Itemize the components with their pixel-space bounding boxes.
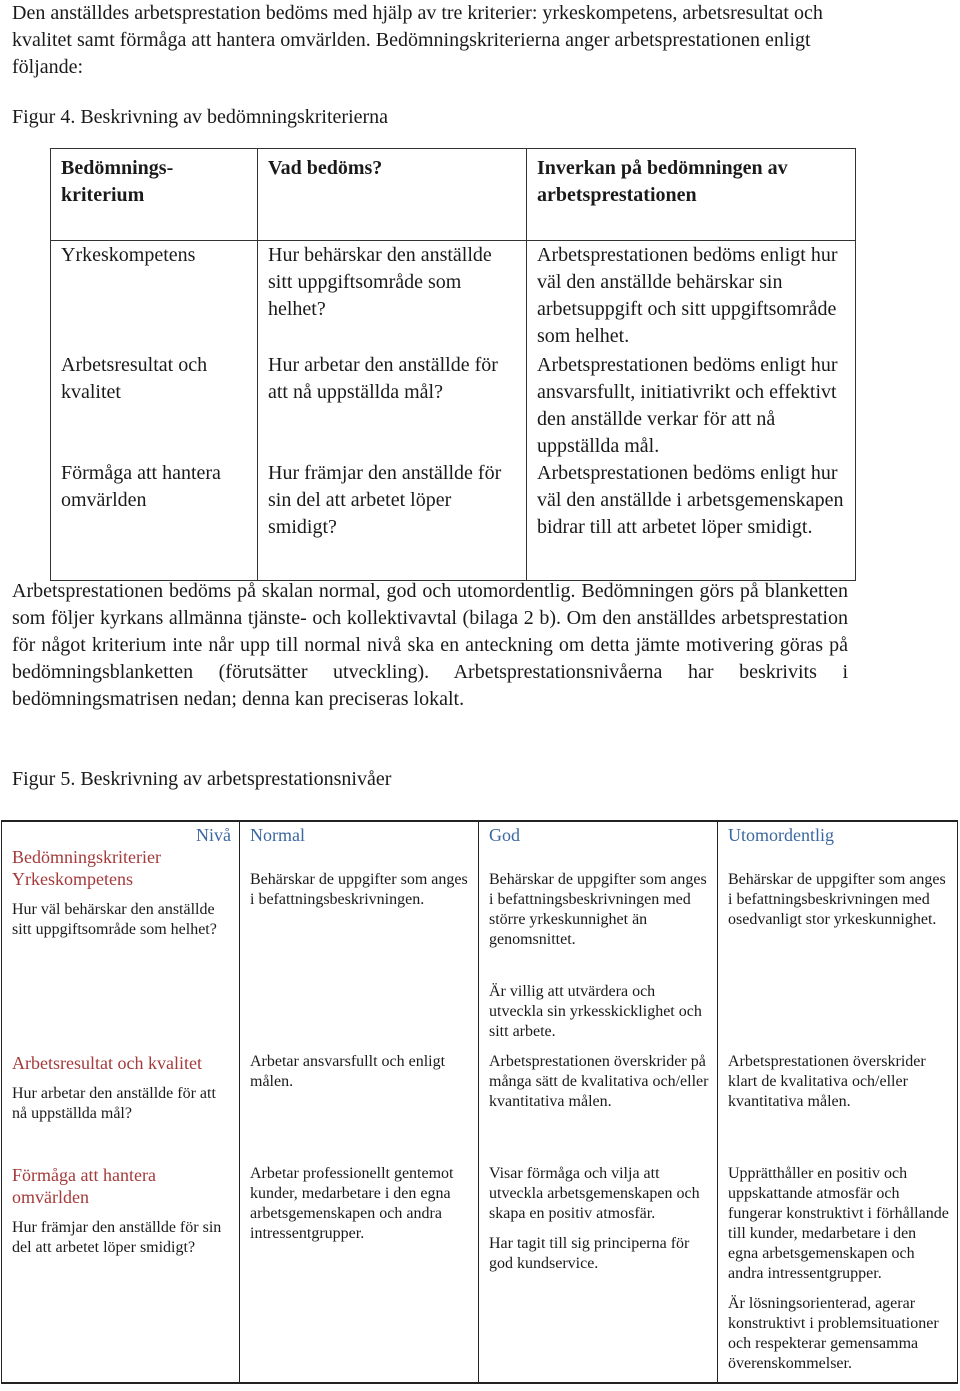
- table-row: [51, 352, 856, 460]
- criteria-corner-label: Bedömningskriterier: [12, 847, 161, 867]
- level-text: Är lösningsorienterad, agerar konstruktivt i problemsituationer och respekterar gemensamma överenskommelser.: [728, 1295, 939, 1372]
- criteria-table: [50, 148, 856, 581]
- criterion-cell: Förmåga att hantera omvärlden: [51, 460, 258, 581]
- effect-cell: Arbetsprestationen bedöms enligt hur väl den anställde behärskar sin arbetsuppgift och sitt uppgiftsområde som helhet.: [527, 241, 856, 353]
- matrix-row: [2, 1164, 958, 1383]
- header-criterion: Bedömnings-kriterium: [51, 149, 258, 241]
- normal-cell: [240, 1042, 479, 1164]
- matrix-row: [2, 1042, 958, 1164]
- level-header-normal: Normal: [250, 825, 305, 845]
- level-corner-label: Nivå: [196, 825, 231, 845]
- row-question: Hur främjar den anställde för sin del att arbetet löper smidigt?: [12, 1219, 222, 1256]
- level-header-utomordentlig: Utomordentlig: [728, 825, 834, 845]
- level-text: Behärskar de uppgifter som anges i befattningsbeskrivningen.: [250, 871, 468, 908]
- level-text: Är villig att utvärdera och utveckla sin yrkesskicklighet och sitt arbete.: [489, 983, 702, 1040]
- row-title: Arbetsresultat och kvalitet: [12, 1053, 202, 1073]
- god-cell: [479, 1164, 718, 1383]
- level-text: Arbetsprestationen överskrider på många sätt de kvalitativa och/eller kvantitativa målen.: [489, 1053, 709, 1110]
- utomordentlig-cell: [718, 821, 958, 1042]
- level-text: Behärskar de uppgifter som anges i befattningsbeskrivningen med större yrkeskunnighet än genomsnittet.: [489, 871, 707, 948]
- question-cell: Hur arbetar den anställde för att nå uppställda mål?: [258, 352, 527, 460]
- level-text: Arbetsprestationen överskrider klart de kvalitativa och/eller kvantitativa målen.: [728, 1053, 926, 1110]
- level-text: Arbetar ansvarsfullt och enligt målen.: [250, 1053, 446, 1090]
- effect-cell: Arbetsprestationen bedöms enligt hur ansvarsfullt, initiativrikt och effektivt den anställde verkar för att nå uppställda mål.: [527, 352, 856, 460]
- level-text: Arbetar professionellt gentemot kunder, medarbetare i den egna arbetsgemenskapen och andra intressentgrupper.: [250, 1165, 454, 1242]
- effect-cell: Arbetsprestationen bedöms enligt hur väl den anställde i arbetsgemenskapen bidrar till att arbetet löper smidigt.: [527, 460, 856, 581]
- normal-cell: [240, 1164, 479, 1383]
- row-title: Yrkeskompetens: [12, 869, 133, 889]
- criterion-cell: Arbetsresultat och kvalitet: [51, 352, 258, 460]
- utomordentlig-cell: [718, 1042, 958, 1164]
- question-cell: Hur främjar den anställde för sin del att arbetet löper smidigt?: [258, 460, 527, 581]
- body-paragraph: Arbetsprestationen bedöms på skalan normal, god och utomordentlig. Bedömningen görs på blanketten som följer kyrkans allmänna tjänste- och kollektivavtal (bilaga 2 b). Om den anställdes arbetsprestation för något kriterium inte når upp till normal nivå ska en anteckning om detta jämte motivering göras på bedömningsblanketten (förutsätter utveckling). Arbetsprestationsnivåerna har beskrivits i bedömningsmatrisen nedan; denna kan preciseras lokalt.: [12, 580, 848, 710]
- criterion-cell: Yrkeskompetens: [51, 241, 258, 353]
- level-header-god: God: [489, 825, 520, 845]
- criteria-cell: [2, 1164, 240, 1383]
- level-matrix: [1, 820, 958, 1384]
- level-text: Upprätthåller en positiv och uppskattande atmosfär och fungerar konstruktivt i förhållande till kunder, medarbetare i den egna arbetsgemenskapen och andra intressentgrupper.: [728, 1165, 949, 1282]
- god-cell: [479, 1042, 718, 1164]
- utomordentlig-cell: [718, 1164, 958, 1383]
- figure5-caption: Figur 5. Beskrivning av arbetsprestationsnivåer: [12, 768, 392, 790]
- row-question: Hur arbetar den anställde för att nå uppställda mål?: [12, 1085, 216, 1122]
- level-text: Behärskar de uppgifter som anges i befattningsbeskrivningen med osedvanligt stor yrkeskunnighet.: [728, 871, 946, 928]
- row-question: Hur väl behärskar den anställde sitt uppgiftsområde som helhet?: [12, 901, 217, 938]
- figure4-caption: Figur 4. Beskrivning av bedömningskriterierna: [12, 106, 389, 128]
- criteria-cell: [2, 821, 240, 1042]
- god-cell: [479, 821, 718, 1042]
- row-title: Förmåga att hantera omvärlden: [12, 1165, 156, 1207]
- header-what: Vad bedöms?: [258, 149, 527, 241]
- question-cell: Hur behärskar den anställde sitt uppgiftsområde som helhet?: [258, 241, 527, 353]
- level-text: Har tagit till sig principerna för god kundservice.: [489, 1235, 690, 1272]
- table-row: [51, 460, 856, 581]
- table-row: [51, 241, 856, 353]
- criteria-table-header: [51, 149, 856, 241]
- normal-cell: [240, 821, 479, 1042]
- level-text: Visar förmåga och vilja att utveckla arbetsgemenskapen och skapa en positiv atmosfär.: [489, 1165, 700, 1222]
- intro-paragraph: Den anställdes arbetsprestation bedöms med hjälp av tre kriterier: yrkeskompetens, arbetsresultat och kvalitet samt förmåga att hantera omvärlden. Bedömningskriterierna anger arbetsprestationen enligt följande:: [12, 2, 823, 78]
- matrix-row: [2, 821, 958, 1042]
- criteria-cell: [2, 1042, 240, 1164]
- header-effect: Inverkan på bedömningen av arbetsprestationen: [527, 149, 856, 241]
